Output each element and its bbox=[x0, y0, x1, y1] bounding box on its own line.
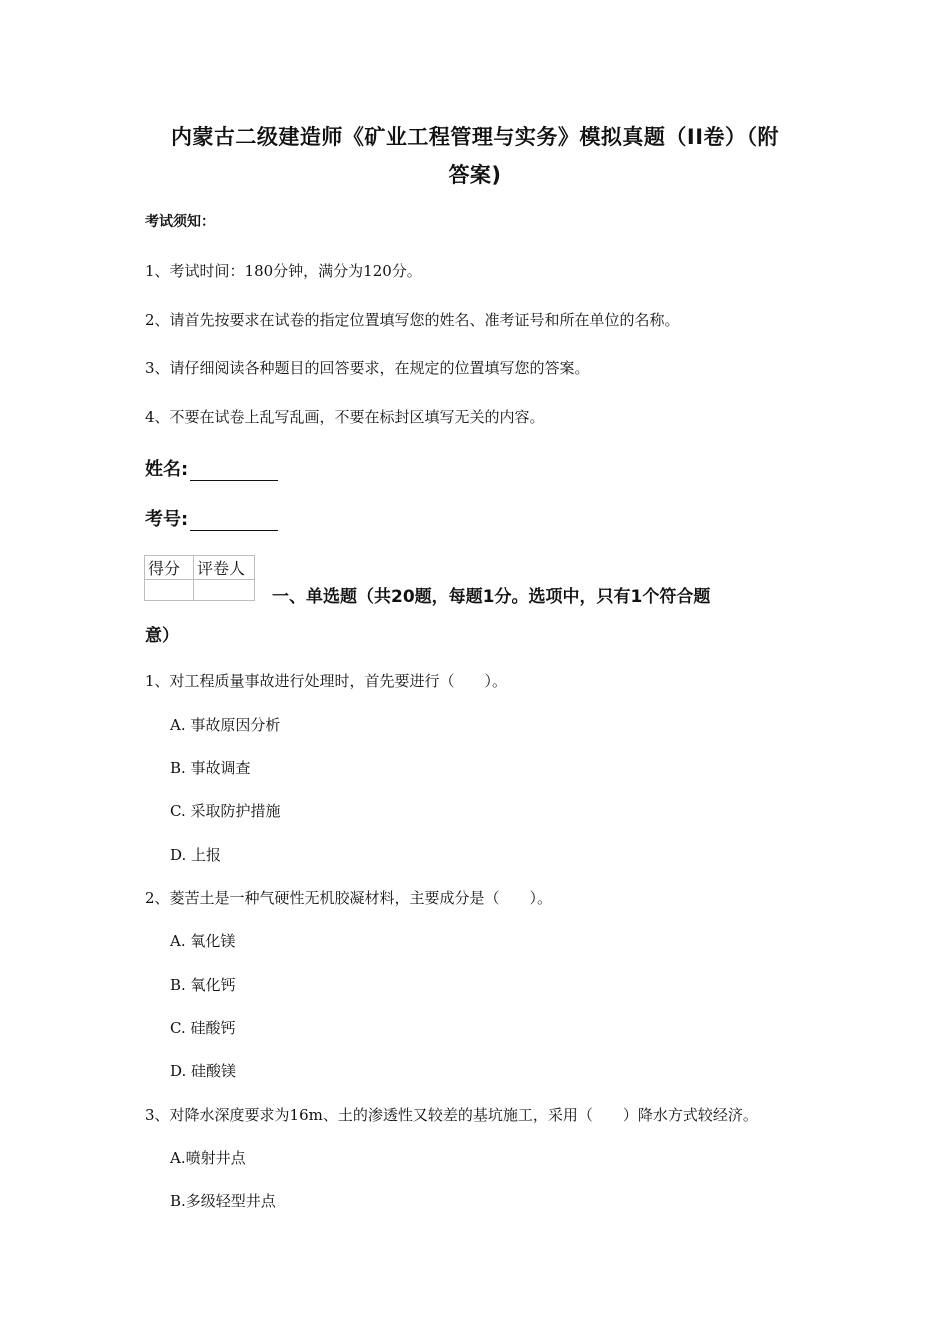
grader-cell[interactable] bbox=[194, 580, 255, 601]
grader-header: 评卷人 bbox=[194, 556, 255, 580]
question-stem: 2、菱苦土是一种气硬性无机胶凝材料，主要成分是（ ）。 bbox=[145, 889, 553, 907]
score-cell[interactable] bbox=[145, 580, 194, 601]
answer-option: D. 上报 bbox=[170, 846, 222, 864]
answer-option: B. 事故调查 bbox=[170, 759, 251, 777]
answer-option: B. 氧化钙 bbox=[170, 976, 236, 994]
section-heading-continued: 意） bbox=[145, 626, 179, 646]
answer-option: B.多级轻型井点 bbox=[170, 1192, 276, 1210]
name-field bbox=[145, 455, 278, 481]
document-title bbox=[140, 118, 810, 194]
question-stem: 1、对工程质量事故进行处理时，首先要进行（ ）。 bbox=[145, 672, 508, 690]
exam-number-blank-line[interactable] bbox=[190, 512, 278, 531]
notice-item: 1、考试时间：180分钟，满分为120分。 bbox=[145, 262, 422, 280]
answer-option: A.喷射井点 bbox=[170, 1149, 246, 1167]
notice-item: 3、请仔细阅读各种题目的回答要求，在规定的位置填写您的答案。 bbox=[145, 359, 590, 377]
section-heading: 一、单选题（共20题，每题1分。选项中，只有1个符合题 bbox=[272, 587, 711, 607]
title-line-2: 答案) bbox=[448, 163, 502, 187]
name-label: 姓名: bbox=[145, 459, 189, 480]
score-header: 得分 bbox=[145, 556, 194, 580]
answer-option: C. 硅酸钙 bbox=[170, 1019, 236, 1037]
notice-heading: 考试须知： bbox=[145, 214, 215, 230]
score-table bbox=[144, 555, 255, 601]
name-blank-line[interactable] bbox=[190, 462, 278, 481]
title-line-1: 内蒙古二级建造师《矿业工程管理与实务》模拟真题（II卷）（附 bbox=[170, 125, 780, 149]
answer-option: D. 硅酸镁 bbox=[170, 1062, 237, 1080]
answer-option: A. 氧化镁 bbox=[170, 932, 236, 950]
exam-number-field bbox=[145, 505, 278, 531]
notice-item: 4、不要在试卷上乱写乱画，不要在标封区填写无关的内容。 bbox=[145, 408, 545, 426]
question-stem: 3、对降水深度要求为16m、土的渗透性又较差的基坑施工，采用（ ）降水方式较经济。 bbox=[145, 1106, 758, 1124]
answer-option: A. 事故原因分析 bbox=[170, 716, 281, 734]
notice-item: 2、请首先按要求在试卷的指定位置填写您的姓名、准考证号和所在单位的名称。 bbox=[145, 311, 680, 329]
exam-number-label: 考号: bbox=[145, 509, 189, 530]
answer-option: C. 采取防护措施 bbox=[170, 802, 281, 820]
